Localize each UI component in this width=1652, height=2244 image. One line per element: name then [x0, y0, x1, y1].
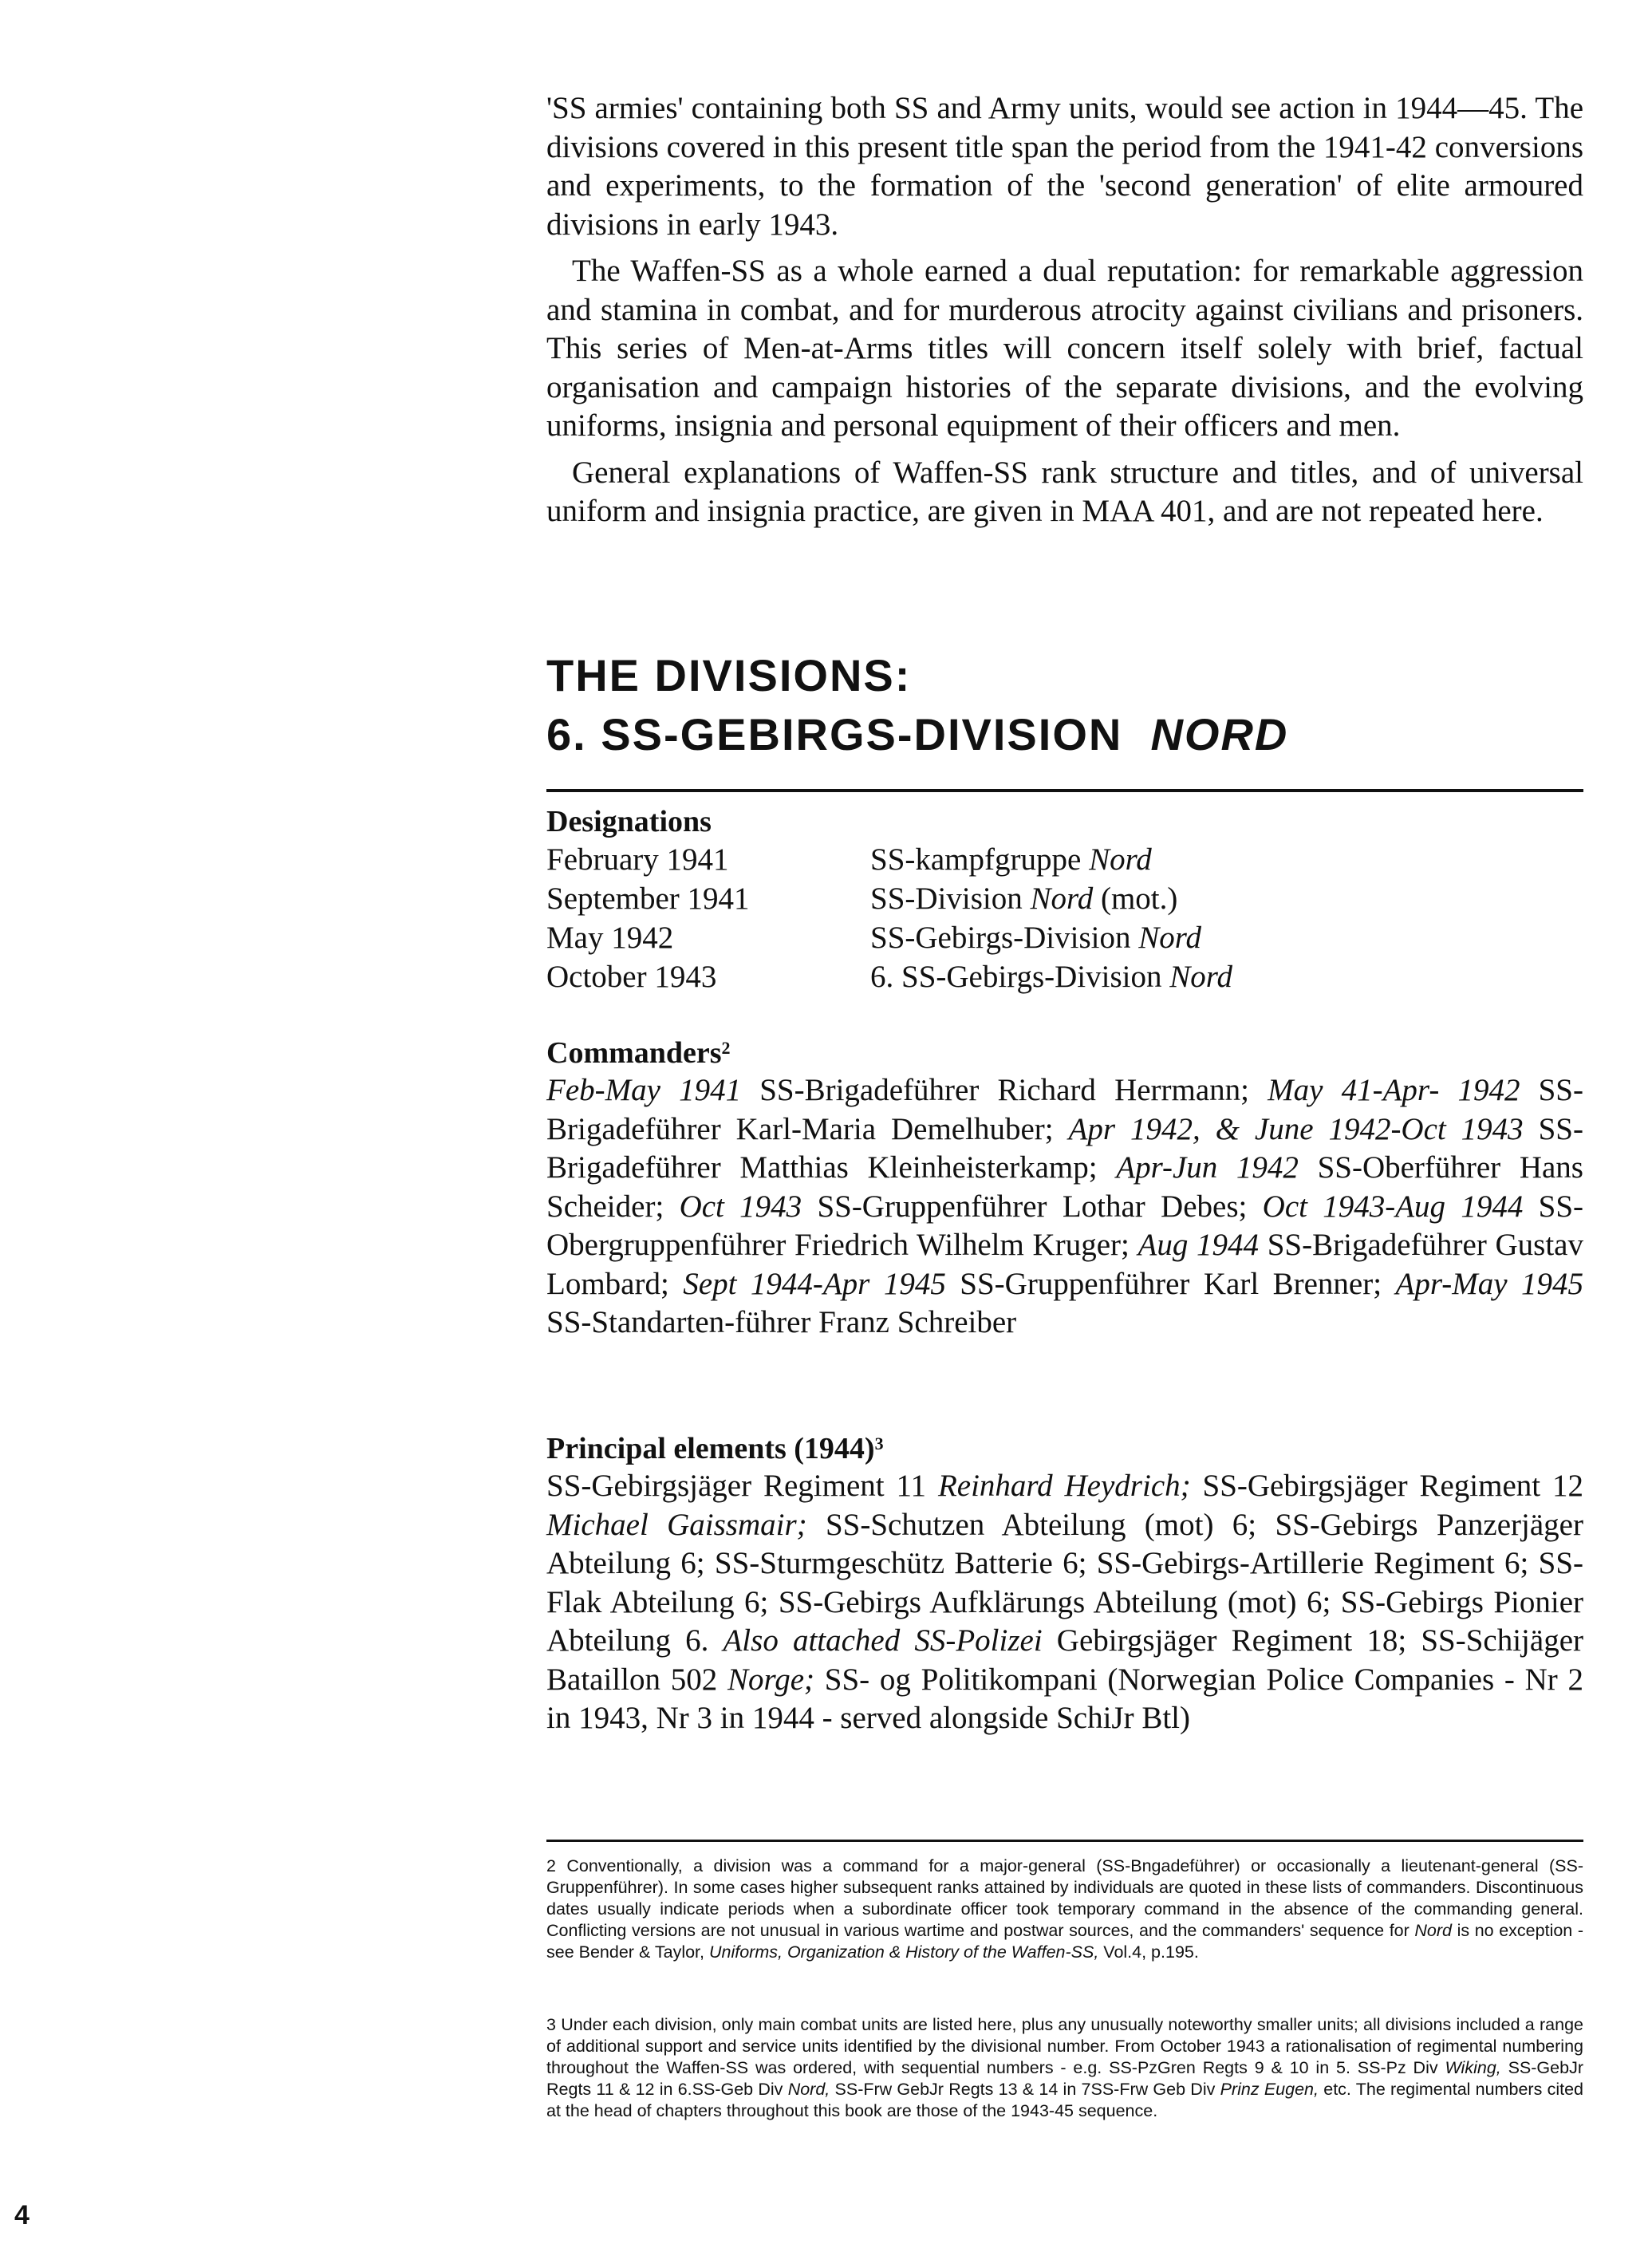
designation-name: [870, 918, 1232, 957]
text-segment: SS-Schutzen Abteilung (mot) 6; SS-Gebirgs Panzerjäger Abteilung 6; SS-Sturmgeschütz Batterie 6; SS-Gebirgs-Artillerie Regiment 6; SS-Flak Abteilung 6; SS-Gebirgs Aufklärungs Abteilung (mot) 6; SS-Gebirgs Pionier Abteilung 6.: [546, 1507, 1583, 1658]
text-segment: SS-Gebirgsjäger Regiment 11: [546, 1469, 938, 1503]
designation-date: May 1942: [546, 921, 674, 955]
designations-table: [546, 840, 1232, 996]
designation-suffix: (mot.): [1093, 881, 1178, 916]
designation-row: [546, 840, 1232, 879]
designations-section: [546, 803, 1583, 996]
section-heading: [546, 646, 1583, 764]
elements-title: [546, 1430, 1583, 1467]
text-segment: is no exception - see Bender & Taylor,: [546, 1921, 1584, 1962]
footnote-rule: [546, 1840, 1583, 1842]
italic-segment: Nord,: [787, 2080, 830, 2099]
text-segment: SS-Brigadeführer Matthias Kleinheisterkamp;: [546, 1111, 1583, 1185]
designation-name-italic: Nord: [1138, 921, 1201, 955]
italic-segment: Sept 1944-Apr 1945: [683, 1266, 946, 1301]
intro-paragraph-1: 'SS armies' containing both SS and Army units, would see action in 1944—45. The divisions covered in this present title span the period from the 1941-42 conversions and experiments, to the formation of the 'second generation' of elite armoured divisions in early 1943.: [546, 91, 1583, 242]
italic-segment: Uniforms, Organization & History of the Waffen-SS,: [708, 1942, 1099, 1962]
text-segment: etc. The regimental numbers cited at the head of chapters throughout this book are those of the 1943-45 sequence.: [546, 2080, 1583, 2120]
text-segment: Vol.4, p.195.: [1098, 1942, 1199, 1962]
heading-line-2: [546, 705, 1583, 764]
designation-name: [870, 957, 1232, 996]
designation-name-text: SS-kampfgruppe: [870, 842, 1090, 877]
italic-segment: Nord: [1414, 1921, 1452, 1940]
italic-segment: Norge;: [727, 1662, 815, 1697]
intro-section: [546, 89, 1583, 531]
text-segment: SS- og Politikompani (Norwegian Police Companies - Nr 2 in 1943, Nr 3 in 1944 - served alongside SchiJr Btl): [546, 1662, 1583, 1735]
italic-segment: Prinz Eugen,: [1220, 2080, 1319, 2099]
text-segment: SS-Standarten-führer Franz Schreiber: [546, 1305, 1017, 1339]
designation-name: [870, 840, 1232, 879]
heading-rule: [546, 789, 1583, 792]
commanders-text: [546, 1071, 1583, 1343]
italic-segment: Also attached SS-Polizei: [723, 1623, 1043, 1658]
text-segment: Gebirgsjäger Regiment 18; SS-Schijäger Bataillon 502: [546, 1623, 1583, 1697]
italic-segment: May 41-Apr- 1942: [1268, 1073, 1520, 1107]
heading-division-name: 6. SS-GEBIRGS-DIVISION: [546, 709, 1123, 759]
designation-date: September 1941: [546, 881, 750, 916]
elements-footnote-ref: 3: [874, 1434, 884, 1453]
designation-name-italic: Nord: [1089, 842, 1152, 877]
designation-row: [546, 918, 1232, 957]
italic-segment: Oct 1943-Aug 1944: [1262, 1189, 1524, 1224]
text-segment: SS-Oberführer Hans Scheider;: [546, 1150, 1583, 1224]
heading-division-title: NORD: [1150, 709, 1289, 759]
italic-segment: Feb-May 1941: [546, 1073, 742, 1107]
text-segment: 3 Under each division, only main combat units are listed here, plus any unusually noteworthy smaller units; all divisions included a range of additional support and service units identified by the divisional number. From October 1943 a rationalisation of regimental numbering throughout the Waffen-SS was ordered, with sequential numbers - e.g. SS-PzGren Regts 9 & 10 in 5. SS-Pz Div: [546, 2015, 1583, 2077]
designation-date: February 1941: [546, 842, 729, 877]
footnote-2: [546, 1856, 1583, 1963]
commanders-section: [546, 1035, 1583, 1343]
italic-segment: Wiking,: [1445, 2058, 1501, 2077]
designation-name-text: SS-Gebirgs-Division: [870, 921, 1139, 955]
designation-row: [546, 957, 1232, 996]
designation-row: [546, 879, 1232, 918]
italic-segment: Apr 1942, & June 1942-Oct 1943: [1068, 1111, 1524, 1146]
designations-title: Designations: [546, 805, 712, 838]
elements-title-text: Principal elements (1944): [546, 1432, 875, 1465]
text-segment: 2 Conventionally, a division was a command for a major-general (SS-Bngadeführer) or occasionally a lieutenant-general (SS-Gruppenführer). In some cases higher subsequent ranks attained by individuals are quoted in these lists of commanders. Discontinuous dates usually indicate periods when a subordinate officer took temporary command in the absence of the commanding general. Conflicting versions are not unusual in various wartime and postwar sources, and the commanders' sequence for: [546, 1856, 1583, 1940]
text-segment: SS-Brigadeführer Gustav Lombard;: [546, 1228, 1583, 1301]
text-segment: SS-Gebirgsjäger Regiment 12: [1190, 1469, 1583, 1503]
text-segment: SS-Brigadeführer Karl-Maria Demelhuber;: [546, 1073, 1583, 1146]
designation-date: October 1943: [546, 960, 717, 994]
designation-name-italic: Nord: [1169, 960, 1232, 994]
footnote-3: [546, 2014, 1583, 2122]
commanders-footnote-ref: 2: [721, 1038, 731, 1058]
intro-paragraph-3: General explanations of Waffen-SS rank structure and titles, and of universal uniform and insignia practice, are given in MAA 401, and are not repeated here.: [546, 455, 1583, 528]
italic-segment: Reinhard Heydrich;: [937, 1469, 1191, 1503]
commanders-title-text: Commanders: [546, 1036, 722, 1070]
italic-segment: Oct 1943: [679, 1189, 802, 1224]
heading-line-1: THE DIVISIONS:: [546, 650, 912, 700]
italic-segment: Aug 1944: [1137, 1228, 1260, 1262]
italic-segment: Michael Gaissmair;: [546, 1507, 807, 1542]
text-segment: SS-Frw GebJr Regts 13 & 14 in 7SS-Frw Geb Div: [830, 2080, 1220, 2099]
elements-section: [546, 1430, 1583, 1738]
text-segment: SS-Brigadeführer Richard Herrmann;: [741, 1073, 1268, 1107]
elements-text: [546, 1467, 1583, 1738]
designation-name-text: SS-Division: [870, 881, 1031, 916]
italic-segment: Apr-May 1945: [1395, 1266, 1583, 1301]
intro-paragraph-2: The Waffen-SS as a whole earned a dual reputation: for remarkable aggression and stamina in combat, and for murderous atrocity against civilians and prisoners. This series of Men-at-Arms titles will concern itself solely with brief, factual organisation and campaign histories of the separate divisions, and the evolving uniforms, insignia and personal equipment of their officers and men.: [546, 254, 1583, 443]
designation-name-text: 6. SS-Gebirgs-Division: [870, 960, 1170, 994]
page-number: 4: [14, 2200, 30, 2230]
text-segment: SS-Gruppenführer Karl Brenner;: [945, 1266, 1396, 1301]
text-segment: SS-GebJr Regts 11 & 12 in 6.SS-Geb Div: [546, 2058, 1583, 2099]
text-segment: SS-Gruppenführer Lothar Debes;: [802, 1189, 1263, 1224]
italic-segment: Apr-Jun 1942: [1116, 1150, 1299, 1185]
designation-name: [870, 879, 1232, 918]
designation-name-italic: Nord: [1030, 881, 1094, 916]
commanders-title: [546, 1035, 1583, 1071]
text-segment: SS-Obergruppenführer Friedrich Wilhelm Kruger;: [546, 1189, 1583, 1262]
